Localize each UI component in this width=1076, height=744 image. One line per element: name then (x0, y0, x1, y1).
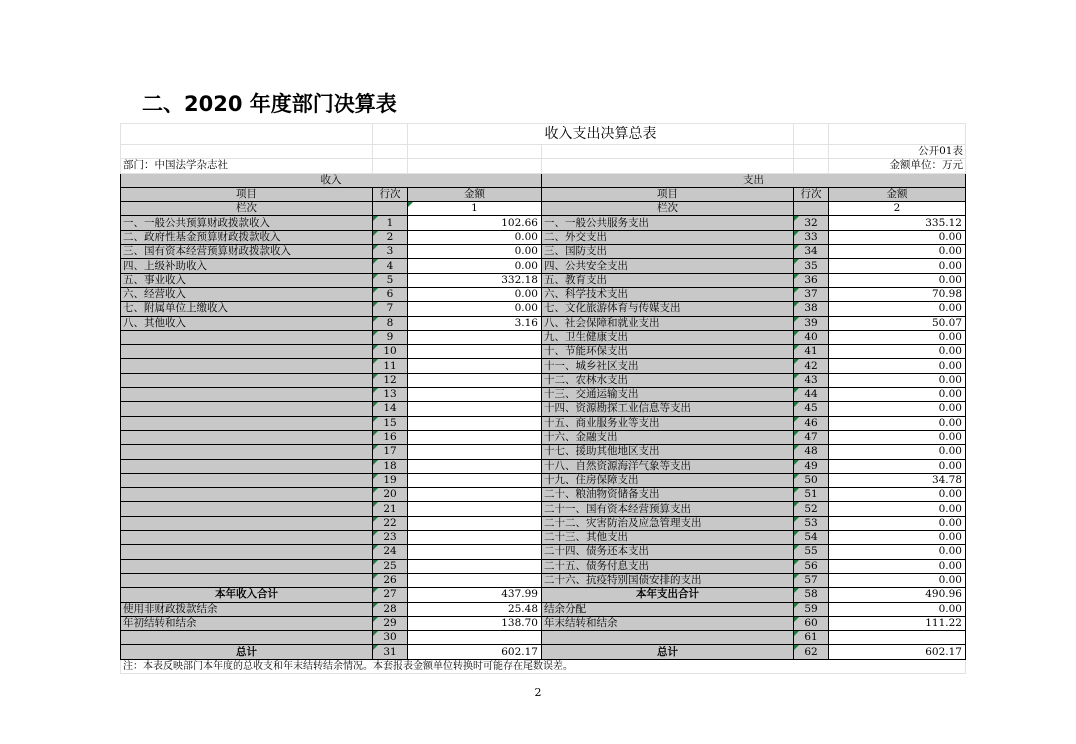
expense-amount: 490.96 (829, 588, 966, 602)
expense-amount: 34.78 (829, 473, 966, 487)
expense-item: 二十二、灾害防治及应急管理支出 (542, 516, 794, 530)
income-item (121, 559, 373, 573)
expense-line-number: 61 (794, 631, 829, 645)
income-line-number: 8 (373, 316, 408, 330)
income-item: 三、国有资本经营预算财政拨款收入 (121, 245, 373, 259)
income-line-header: 行次 (373, 187, 408, 201)
income-item: 一、一般公共预算财政拨款收入 (121, 216, 373, 230)
income-item (121, 402, 373, 416)
expense-amount: 0.00 (829, 430, 966, 444)
table-row (121, 330, 966, 344)
table-title: 收入支出决算总表 (408, 124, 794, 145)
form-code: 公开01表 (829, 145, 966, 159)
expense-line-number: 37 (794, 287, 829, 301)
expense-amount: 0.00 (829, 573, 966, 587)
expense-line-number: 51 (794, 488, 829, 502)
expense-item: 年末结转和结余 (542, 616, 794, 630)
income-item (121, 531, 373, 545)
table-row (121, 488, 966, 502)
expense-item: 十、节能环保支出 (542, 345, 794, 359)
expense-amount: 0.00 (829, 373, 966, 387)
income-item: 八、其他收入 (121, 316, 373, 330)
income-line-number: 18 (373, 459, 408, 473)
expense-line-number: 48 (794, 445, 829, 459)
department-label: 部门：中国法学杂志社 (121, 159, 373, 173)
expense-amount: 50.07 (829, 316, 966, 330)
income-item (121, 416, 373, 430)
income-amount (408, 345, 542, 359)
expense-line-number: 38 (794, 302, 829, 316)
income-item: 六、经营收入 (121, 287, 373, 301)
expense-line-number: 36 (794, 273, 829, 287)
expense-amount: 0.00 (829, 402, 966, 416)
expense-amount-header: 金额 (829, 187, 966, 201)
expense-line-number: 59 (794, 602, 829, 616)
expense-amount: 0.00 (829, 559, 966, 573)
table-row (121, 287, 966, 301)
table-row (121, 430, 966, 444)
income-line-number: 21 (373, 502, 408, 516)
income-item: 二、政府性基金预算财政拨款收入 (121, 230, 373, 244)
table-row (121, 502, 966, 516)
table-row (121, 602, 966, 616)
table-row (121, 588, 966, 602)
expense-line-number: 49 (794, 459, 829, 473)
expense-line-number: 32 (794, 216, 829, 230)
income-item: 本年收入合计 (121, 588, 373, 602)
table-row (121, 316, 966, 330)
income-amount (408, 488, 542, 502)
expense-line-number: 57 (794, 573, 829, 587)
expense-item: 二十三、其他支出 (542, 531, 794, 545)
income-line-number: 6 (373, 287, 408, 301)
income-line-number: 27 (373, 588, 408, 602)
income-amount (408, 473, 542, 487)
table-row (121, 216, 966, 230)
expense-amount: 0.00 (829, 445, 966, 459)
expense-item: 二十四、债务还本支出 (542, 545, 794, 559)
income-amount (408, 416, 542, 430)
income-line-number: 10 (373, 345, 408, 359)
expense-amount: 0.00 (829, 502, 966, 516)
income-line-number: 1 (373, 216, 408, 230)
expense-item: 六、科学技术支出 (542, 287, 794, 301)
income-column-number: 1 (408, 202, 542, 216)
income-amount: 602.17 (408, 645, 542, 659)
expense-item: 二十五、债务付息支出 (542, 559, 794, 573)
income-amount: 437.99 (408, 588, 542, 602)
income-amount (408, 459, 542, 473)
income-expense-table (120, 123, 966, 674)
expense-item: 八、社会保障和就业支出 (542, 316, 794, 330)
income-item (121, 388, 373, 402)
income-amount (408, 330, 542, 344)
income-line-number: 7 (373, 302, 408, 316)
expense-amount: 0.00 (829, 516, 966, 530)
income-line-number: 13 (373, 388, 408, 402)
expense-amount: 0.00 (829, 330, 966, 344)
income-amount: 138.70 (408, 616, 542, 630)
table-row (121, 631, 966, 645)
income-amount (408, 373, 542, 387)
expense-amount: 0.00 (829, 273, 966, 287)
income-amount (408, 545, 542, 559)
income-amount-header: 金额 (408, 187, 542, 201)
table-row (121, 573, 966, 587)
expense-amount: 0.00 (829, 602, 966, 616)
expense-item: 十八、自然资源海洋气象等支出 (542, 459, 794, 473)
expense-column-label: 栏次 (542, 202, 794, 216)
expense-item: 十三、交通运输支出 (542, 388, 794, 402)
expense-line-number: 46 (794, 416, 829, 430)
income-amount: 0.00 (408, 245, 542, 259)
income-line-number: 24 (373, 545, 408, 559)
expense-amount: 0.00 (829, 245, 966, 259)
income-amount: 0.00 (408, 259, 542, 273)
income-amount (408, 359, 542, 373)
expense-header: 支出 (542, 173, 966, 187)
income-item (121, 516, 373, 530)
income-amount: 332.18 (408, 273, 542, 287)
table-row (121, 230, 966, 244)
expense-line-number: 35 (794, 259, 829, 273)
expense-item: 九、卫生健康支出 (542, 330, 794, 344)
expense-line-number: 44 (794, 388, 829, 402)
expense-line-number: 40 (794, 330, 829, 344)
expense-item: 本年支出合计 (542, 588, 794, 602)
income-item: 年初结转和结余 (121, 616, 373, 630)
income-line-number: 20 (373, 488, 408, 502)
expense-amount: 0.00 (829, 545, 966, 559)
income-amount: 25.48 (408, 602, 542, 616)
expense-amount: 111.22 (829, 616, 966, 630)
income-amount (408, 573, 542, 587)
income-amount: 0.00 (408, 287, 542, 301)
income-item (121, 473, 373, 487)
expense-item: 二、外交支出 (542, 230, 794, 244)
expense-amount: 0.00 (829, 359, 966, 373)
table-row (121, 531, 966, 545)
expense-item: 二十六、抗疫特别国债安排的支出 (542, 573, 794, 587)
expense-item: 七、文化旅游体育与传媒支出 (542, 302, 794, 316)
income-line-number: 5 (373, 273, 408, 287)
income-line-number: 14 (373, 402, 408, 416)
income-item: 四、上级补助收入 (121, 259, 373, 273)
table-row (121, 259, 966, 273)
income-line-number: 15 (373, 416, 408, 430)
income-item (121, 545, 373, 559)
expense-item: 十二、农林水支出 (542, 373, 794, 387)
table-row (121, 559, 966, 573)
expense-item: 三、国防支出 (542, 245, 794, 259)
expense-line-number: 50 (794, 473, 829, 487)
expense-line-number: 58 (794, 588, 829, 602)
table-row (121, 302, 966, 316)
expense-amount: 0.00 (829, 531, 966, 545)
table-row (121, 516, 966, 530)
table-row (121, 473, 966, 487)
income-line-number: 4 (373, 259, 408, 273)
income-amount (408, 430, 542, 444)
income-amount (408, 445, 542, 459)
expense-line-number: 39 (794, 316, 829, 330)
income-line-number: 12 (373, 373, 408, 387)
income-item (121, 330, 373, 344)
income-amount (408, 388, 542, 402)
table-note: 注：本表反映部门本年度的总收支和年末结转结余情况。本套报表金额单位转换时可能存在尾数误差。 (121, 659, 966, 673)
income-line-number: 9 (373, 330, 408, 344)
income-line-number: 26 (373, 573, 408, 587)
income-item (121, 459, 373, 473)
income-item: 五、事业收入 (121, 273, 373, 287)
expense-line-number: 34 (794, 245, 829, 259)
income-item (121, 359, 373, 373)
expense-amount: 0.00 (829, 302, 966, 316)
expense-item: 二十、粮油物资储备支出 (542, 488, 794, 502)
expense-line-number: 52 (794, 502, 829, 516)
expense-amount (829, 631, 966, 645)
expense-item: 一、一般公共服务支出 (542, 216, 794, 230)
income-line-number: 17 (373, 445, 408, 459)
expense-line-number: 45 (794, 402, 829, 416)
income-item: 七、附属单位上缴收入 (121, 302, 373, 316)
final-accounts-sheet (120, 123, 965, 674)
expense-amount: 0.00 (829, 230, 966, 244)
income-line-number: 19 (373, 473, 408, 487)
income-line-number: 28 (373, 602, 408, 616)
expense-line-number: 47 (794, 430, 829, 444)
income-line-number: 31 (373, 645, 408, 659)
expense-line-number: 42 (794, 359, 829, 373)
expense-item: 结余分配 (542, 602, 794, 616)
expense-line-number: 60 (794, 616, 829, 630)
page-title: 二、2020 年度部门决算表 (142, 92, 397, 116)
income-amount (408, 502, 542, 516)
income-item: 总计 (121, 645, 373, 659)
expense-line-number: 56 (794, 559, 829, 573)
expense-line-number: 43 (794, 373, 829, 387)
income-amount (408, 402, 542, 416)
table-row (121, 545, 966, 559)
expense-item: 五、教育支出 (542, 273, 794, 287)
income-amount (408, 531, 542, 545)
expense-amount: 0.00 (829, 488, 966, 502)
table-row (121, 373, 966, 387)
income-line-number: 29 (373, 616, 408, 630)
expense-line-number: 41 (794, 345, 829, 359)
income-amount (408, 631, 542, 645)
expense-item: 十九、住房保障支出 (542, 473, 794, 487)
expense-line-number: 33 (794, 230, 829, 244)
income-amount: 0.00 (408, 302, 542, 316)
expense-column-number: 2 (829, 202, 966, 216)
income-amount (408, 559, 542, 573)
table-row (121, 459, 966, 473)
table-row (121, 645, 966, 659)
expense-amount: 0.00 (829, 459, 966, 473)
income-item-header: 项目 (121, 187, 373, 201)
expense-line-number: 53 (794, 516, 829, 530)
income-line-number: 3 (373, 245, 408, 259)
expense-item: 十六、金融支出 (542, 430, 794, 444)
income-item (121, 373, 373, 387)
expense-line-number: 62 (794, 645, 829, 659)
table-row (121, 345, 966, 359)
income-line-number: 23 (373, 531, 408, 545)
expense-item (542, 631, 794, 645)
income-line-number: 2 (373, 230, 408, 244)
expense-item: 十一、城乡社区支出 (542, 359, 794, 373)
income-line-number: 16 (373, 430, 408, 444)
income-item (121, 345, 373, 359)
expense-amount: 0.00 (829, 388, 966, 402)
table-row (121, 359, 966, 373)
income-item (121, 445, 373, 459)
income-line-number: 30 (373, 631, 408, 645)
expense-item: 十七、援助其他地区支出 (542, 445, 794, 459)
income-line-number: 11 (373, 359, 408, 373)
income-item: 使用非财政拨款结余 (121, 602, 373, 616)
income-item (121, 631, 373, 645)
income-line-number: 22 (373, 516, 408, 530)
income-amount: 0.00 (408, 230, 542, 244)
income-amount (408, 516, 542, 530)
table-row (121, 245, 966, 259)
income-item (121, 502, 373, 516)
expense-amount: 0.00 (829, 416, 966, 430)
table-row (121, 402, 966, 416)
table-row (121, 416, 966, 430)
expense-line-header: 行次 (794, 187, 829, 201)
table-row (121, 445, 966, 459)
income-item (121, 573, 373, 587)
income-line-number: 25 (373, 559, 408, 573)
table-row (121, 616, 966, 630)
income-column-label: 栏次 (121, 202, 373, 216)
table-row (121, 388, 966, 402)
expense-item: 十四、资源勘探工业信息等支出 (542, 402, 794, 416)
expense-amount: 335.12 (829, 216, 966, 230)
page-number: 2 (534, 686, 542, 699)
expense-line-number: 55 (794, 545, 829, 559)
expense-amount: 0.00 (829, 345, 966, 359)
expense-item: 总计 (542, 645, 794, 659)
unit-label: 金额单位：万元 (829, 159, 966, 173)
income-item (121, 488, 373, 502)
income-header: 收入 (121, 173, 542, 187)
expense-item-header: 项目 (542, 187, 794, 201)
income-item (121, 430, 373, 444)
income-amount: 102.66 (408, 216, 542, 230)
expense-item: 四、公共安全支出 (542, 259, 794, 273)
expense-item: 十五、商业服务业等支出 (542, 416, 794, 430)
expense-item: 二十一、国有资本经营预算支出 (542, 502, 794, 516)
expense-amount: 602.17 (829, 645, 966, 659)
income-amount: 3.16 (408, 316, 542, 330)
expense-amount: 0.00 (829, 259, 966, 273)
table-row (121, 273, 966, 287)
expense-line-number: 54 (794, 531, 829, 545)
expense-amount: 70.98 (829, 287, 966, 301)
